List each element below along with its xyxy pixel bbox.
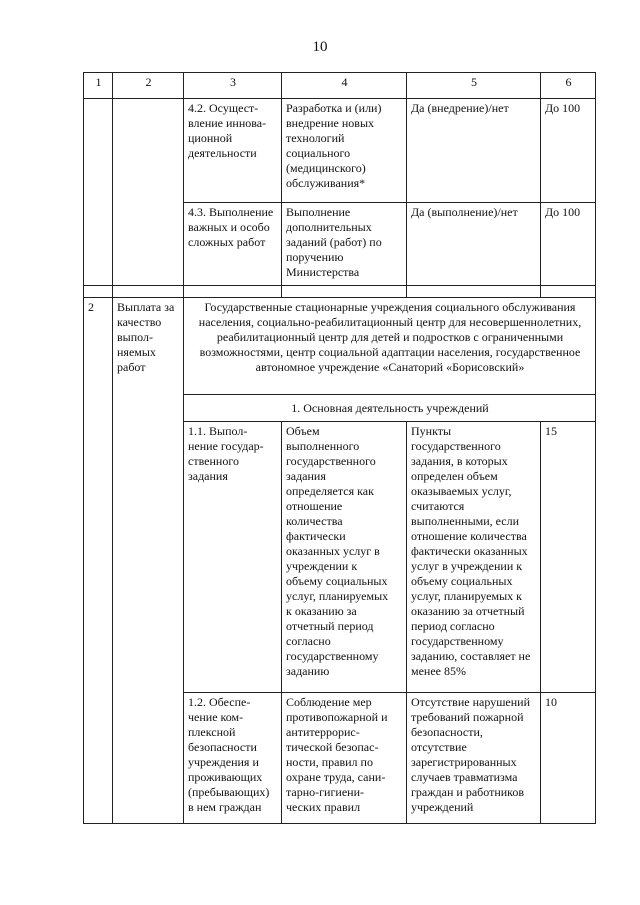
header-cell: 1 [84, 73, 113, 99]
value-cell: До 100 [541, 203, 596, 286]
indicator-cell: Разработка и (или) внедрение новых технологий социального (медицинского) обслуживания* [282, 99, 407, 203]
criterion-cell: 4.2. Осущест- вление иннова- ционной деятельности [184, 99, 282, 203]
condition-cell: Пункты государственного задания, в которых определен объем оказываемых услуг, считаются выполненными, если отношение количества фактически оказанных услуг в учреждении к объему социальных услуг, планируемых к оказанию за отчетный период согласно государственному заданию, составляет не менее 85% [407, 422, 541, 693]
header-cell: 5 [407, 73, 541, 99]
indicator-cell: Выполнение дополнительных заданий (работ) по поручению Министерства [282, 203, 407, 286]
table-row [84, 99, 596, 203]
subsection-heading: 1. Основная деятельность учреждений [184, 395, 596, 422]
condition-cell: Отсутствие нарушений требований пожарной безопасности, отсутствие зарегистрированных случаев травматизма граждан и работников учреждений [407, 693, 541, 824]
section-number: 2 [84, 298, 113, 824]
header-row [84, 73, 596, 99]
criterion-cell: 1.1. Выпол- нение государ- ственного задания [184, 422, 282, 693]
criterion-cell: 1.2. Обеспе- чение ком- плексной безопасности учреждения и проживающих (пребывающих) в нем граждан [184, 693, 282, 824]
spacer-row [84, 286, 596, 298]
value-cell: До 100 [541, 99, 596, 203]
condition-cell: Да (выполнение)/нет [407, 203, 541, 286]
criterion-cell: 4.3. Выполнение важных и особо сложных работ [184, 203, 282, 286]
header-cell: 2 [113, 73, 184, 99]
condition-cell: Да (внедрение)/нет [407, 99, 541, 203]
value-cell: 10 [541, 693, 596, 824]
header-cell: 3 [184, 73, 282, 99]
header-cell: 4 [282, 73, 407, 99]
empty-payment-cell [113, 99, 184, 286]
table-row [84, 298, 596, 395]
criteria-table [83, 72, 596, 824]
page-number: 10 [312, 39, 328, 55]
indicator-cell: Соблюдение мер противопожарной и антитеррорис- тической безопас- ности, правил по охране труда, сани- тарно-гигиени- ческих правил [282, 693, 407, 824]
indicator-cell: Объем выполненного государственного задания определяется как отношение количества фактически оказанных услуг в учреждении к объему социальных услуг, планируемых к оказанию за отчетный период согласно государственному заданию [282, 422, 407, 693]
institutions-heading: Государственные стационарные учреждения социального обслуживания населения, социально-реабилитационный центр для несовершеннолетних, реабилитационный центр для детей и подростков с ограниченными возможностями, центр социальной адаптации населения, государственное автономное учреждение «Санаторий «Борисовский» [184, 298, 596, 395]
empty-number-cell [84, 99, 113, 286]
payment-type: Выплата за качество выпол- няемых работ [113, 298, 184, 824]
header-cell: 6 [541, 73, 596, 99]
value-cell: 15 [541, 422, 596, 693]
